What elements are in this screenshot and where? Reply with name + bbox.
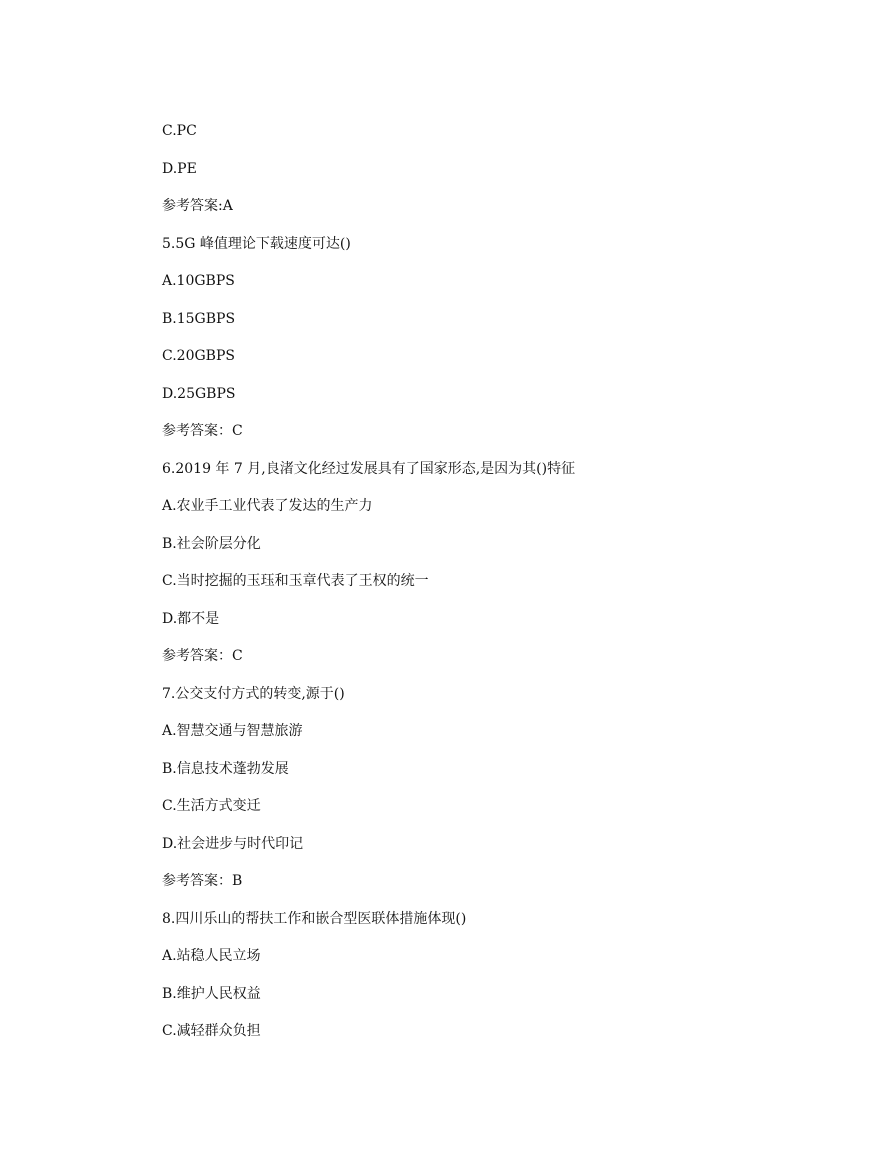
question-line: 6.2019 年 7 月,良渚文化经过发展具有了国家形态,是因为其()特征 bbox=[162, 460, 576, 477]
option-line: A.智慧交通与智慧旅游 bbox=[162, 723, 303, 739]
answer-line: 参考答案:A bbox=[162, 198, 233, 214]
option-line: B.维护人民权益 bbox=[162, 985, 261, 1002]
answer-line: 参考答案：C bbox=[162, 423, 243, 439]
option-line: C.生活方式变迁 bbox=[162, 798, 261, 814]
option-line: A.农业手工业代表了发达的生产力 bbox=[162, 498, 373, 514]
option-line: D.社会进步与时代印记 bbox=[162, 835, 304, 852]
question-line: 5.5G 峰值理论下载速度可达() bbox=[162, 235, 351, 252]
option-line: C.减轻群众负担 bbox=[162, 1023, 261, 1039]
answer-line: 参考答案：B bbox=[162, 873, 243, 889]
option-line: A.站稳人民立场 bbox=[162, 948, 261, 964]
option-line: D.PE bbox=[162, 160, 197, 177]
option-line: D.25GBPS bbox=[162, 385, 236, 402]
question-line: 8.四川乐山的帮扶工作和嵌合型医联体措施体现() bbox=[162, 910, 467, 927]
option-line: D.都不是 bbox=[162, 610, 220, 627]
option-line: A.10GBPS bbox=[162, 273, 235, 289]
question-line: 7.公交支付方式的转变,源于() bbox=[162, 685, 345, 702]
question-list bbox=[162, 121, 842, 1059]
answer-line: 参考答案：C bbox=[162, 648, 243, 664]
option-line: C.PC bbox=[162, 123, 197, 139]
option-line: B.15GBPS bbox=[162, 310, 236, 327]
option-line: B.信息技术蓬勃发展 bbox=[162, 760, 289, 777]
option-line: B.社会阶层分化 bbox=[162, 535, 261, 552]
option-line: C.当时挖掘的玉珏和玉章代表了王权的统一 bbox=[162, 573, 429, 589]
option-line: C.20GBPS bbox=[162, 348, 235, 364]
